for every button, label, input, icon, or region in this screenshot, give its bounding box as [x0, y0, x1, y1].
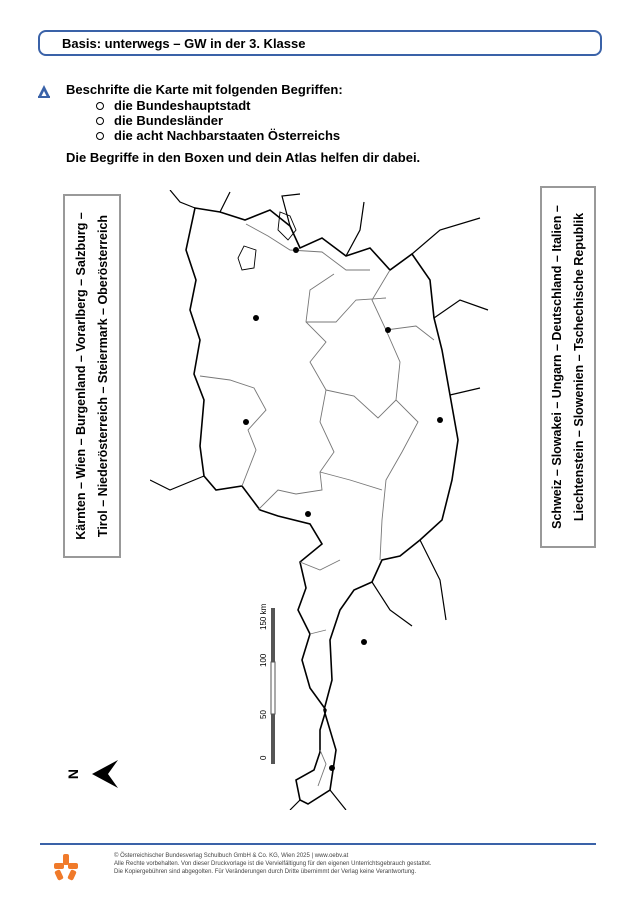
scale-label-150: 150 km: [259, 603, 268, 630]
map-dot: [253, 315, 259, 321]
header-box: [38, 30, 602, 56]
pencil-task-icon: [36, 83, 52, 99]
list-item: die Bundesländer: [96, 113, 340, 128]
scale-label-0: 0: [259, 755, 268, 760]
footer-line-1: © Österreichischer Bundesverlag Schulbuch GmbH & Co. KG, Wien 2025 | www.oebv.at: [114, 853, 349, 859]
states-term-text: [70, 212, 114, 540]
scale-label-50: 50: [259, 710, 268, 719]
neighbors-term-line-1: Schweiz – Slowakei – Ungarn – Deutschland – Italien –: [550, 205, 564, 529]
north-arrow-icon: [90, 758, 120, 790]
oebv-logo-icon: [52, 852, 80, 882]
austria-border: [186, 208, 458, 804]
footer-line-3: Die Kopiergebühren sind abgegolten. Für Veränderungen durch Dritte übernimmt der Verlag keine Verantwortung.: [114, 869, 417, 875]
list-item: die Bundeshauptstadt: [96, 98, 340, 113]
map-dot: [329, 765, 335, 771]
austria-blank-map: [150, 190, 490, 810]
map-dot: [243, 419, 249, 425]
scale-segment-dark: [271, 714, 275, 764]
footer-text: [114, 852, 432, 876]
states-term-box: [63, 194, 121, 558]
neighbors-term-text: [546, 205, 590, 529]
map-dot: [437, 417, 443, 423]
neighbor-borders: [150, 190, 488, 810]
states-term-line-2: Tirol – Niederösterreich – Steiermark – Oberösterreich: [96, 214, 110, 538]
task-hint: Die Begriffe in den Boxen und dein Atlas helfen dir dabei.: [66, 150, 421, 165]
map-dot: [305, 511, 311, 517]
map-dot: [385, 327, 391, 333]
neighbors-term-line-2: Liechtenstein – Slowenien – Tschechische Republik: [572, 212, 586, 522]
map-dot: [293, 247, 299, 253]
footer-line-2: Alle Rechte vorbehalten. Von dieser Druckvorlage ist die Vervielfältigung für den eigenen Unterrichtsgebrauch gestattet.: [114, 861, 432, 867]
states-term-line-1: Kärnten – Wien – Burgenland – Vorarlberg – Salzburg –: [74, 212, 88, 540]
scale-segment-light: [271, 662, 275, 714]
page-title: Basis: unterwegs – GW in der 3. Klasse: [62, 36, 306, 51]
state-borders: [200, 224, 434, 634]
task-list: [96, 98, 340, 143]
list-item: die acht Nachbarstaaten Österreichs: [96, 128, 340, 143]
scale-segment-dark: [271, 608, 275, 662]
scale-label-100: 100: [259, 653, 268, 667]
map-dot: [361, 639, 367, 645]
lake-outline: [238, 212, 296, 270]
task-instruction: Beschrifte die Karte mit folgenden Begriffen:: [66, 82, 343, 97]
neighbors-term-box: [540, 186, 596, 548]
north-label: N: [65, 768, 82, 780]
footer-divider: [40, 843, 596, 845]
